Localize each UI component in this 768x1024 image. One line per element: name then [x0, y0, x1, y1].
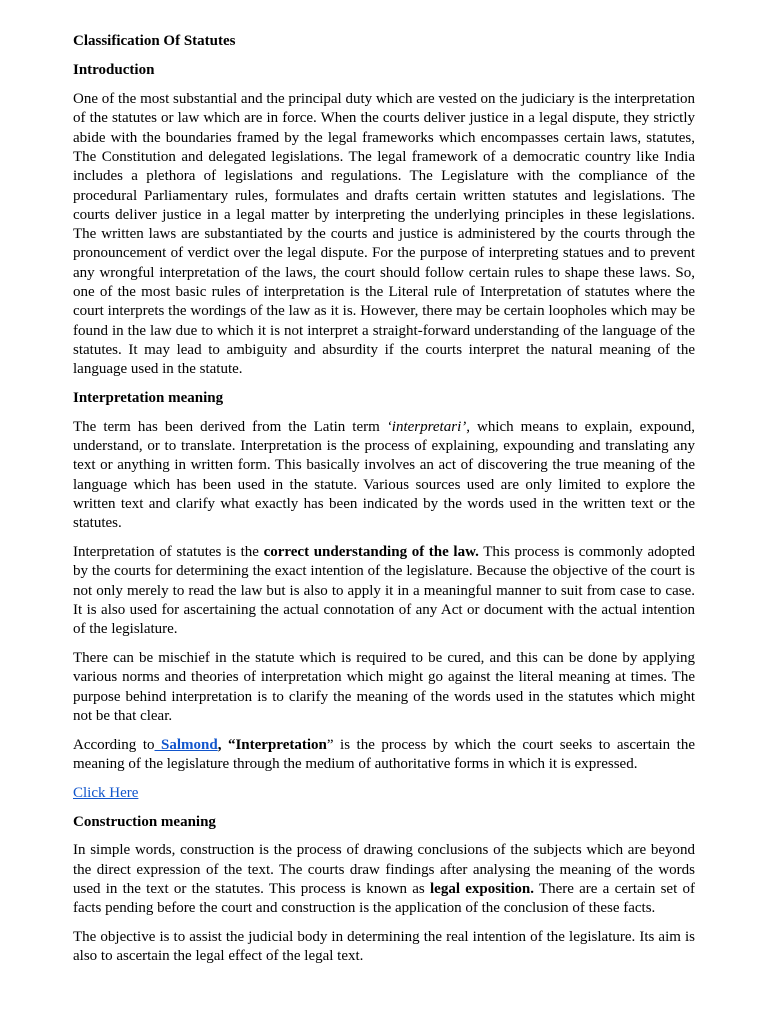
interpretation-p1-text-after: , which means to explain, expound, understand, or to translate. Interpretation is the process of explaining, expounding and translating any text or anything in written form. This basically involves an act of discovering the true meaning of the language which has been used in the statute. Various sources used are only limited to explore the written text and clarify what exactly has been indicated by the words used in the written text or the statutes.	[73, 418, 695, 532]
document-title: Classification Of Statutes	[73, 33, 236, 49]
interpretation-paragraph-4	[73, 736, 695, 775]
salmond-link[interactable]: Salmond	[154, 736, 218, 753]
correct-understanding-bold: correct understanding of the law.	[263, 544, 479, 561]
construction-p1-text-before: In simple words, construction is the process of drawing conclusions of the subjects which are beyond the direct expression of the text. The courts draw findings after analysing the meaning of the words used in the text or the statutes. This process is known as	[73, 842, 695, 898]
interpretation-paragraph-3: There can be mischief in the statute which is required to be cured, and this can be done by applying various norms and theories of interpretation which might go against the literal meaning at times. The purpose behind interpretation is to clarify the meaning of the words used in the statutes which might not be that clear.	[73, 650, 695, 724]
latin-term: ‘interpretari’	[386, 418, 467, 435]
click-here-link[interactable]: Click Here	[73, 784, 139, 801]
introduction-paragraph: One of the most substantial and the principal duty which are vested on the judiciary is the interpretation of the statutes or law which are in force. When the courts deliver justice in a legal dispute, they strictly abide with the boundaries framed by the legal frameworks which encompasses certain laws, statutes, The Constitution and delegated legislations. The legal framework of a democratic country like India includes a plethora of legislations and regulations. The Legislature with the compliance of the procedural Parliamentary rules, formulates and drafts certain written statutes and legislations. The courts deliver justice in a legal matter by interpreting the underlying principles in these legislations. The written laws are substantiated by the courts and justice is administered by the courts through the pronouncement of verdict over the legal dispute. For the purpose of interpreting statues and to prevent any wrongful interpretation of the laws, the court should follow certain rules to shape these laws. So, one of the most basic rules of interpretation is the Literal rule of Interpretation of statutes where the court interprets the wordings of the law as it is. However, there may be certain loopholes which may be found in the law due to which it is not interpret a straight-forward understanding of the language of the statutes. It may lead to ambiguity and absurdity if the courts interpret the natural meaning of the language used in the statute.	[73, 91, 695, 378]
comma-quote: , “	[217, 736, 236, 753]
according-to-text: According to	[73, 736, 155, 753]
document-page	[73, 32, 695, 976]
interpretation-paragraph-2	[73, 543, 695, 639]
interpretation-p1-text-before: The term has been derived from the Latin term	[73, 418, 387, 435]
interpretation-bold: Interpretation	[235, 736, 327, 753]
interpretation-heading: Interpretation meaning	[73, 390, 224, 407]
construction-heading: Construction meaning	[73, 813, 216, 830]
legal-exposition-bold: legal exposition.	[430, 881, 534, 898]
construction-paragraph-2: The objective is to assist the judicial body in determining the real intention of the legislature. Its aim is also to ascertain the legal effect of the legal text.	[73, 929, 695, 965]
interpretation-p2-text-after: This process is commonly adopted by the courts for determining the exact intention of the legislature. Because the objective of the court is not only merely to read the law but is also to apply it in a meaningful manner to suit from case to case. It is also used for ascertaining the actual connotation of any Act or document with the actual intention of the legislature.	[73, 544, 696, 638]
introduction-heading: Introduction	[73, 62, 155, 79]
interpretation-p4-text-after: ” is the process by which the court seeks to ascertain the meaning of the legislature through the medium of authoritative forms in which it is expressed.	[73, 736, 696, 773]
interpretation-paragraph-1	[73, 418, 695, 534]
construction-p1-text-after: There are a certain set of facts pending before the court and construction is the application of the conclusion of these facts.	[73, 881, 695, 917]
click-here-paragraph	[73, 784, 695, 803]
construction-paragraph-1	[73, 841, 695, 918]
interpretation-p2-text-before: Interpretation of statutes is the	[73, 544, 264, 561]
